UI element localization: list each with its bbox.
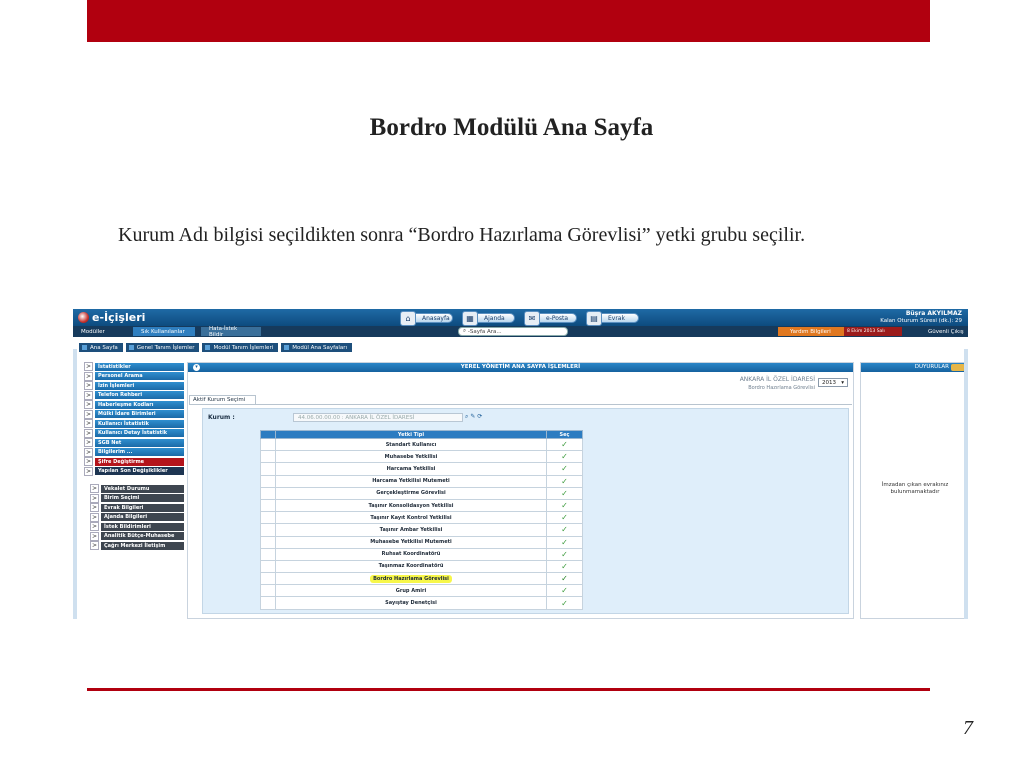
left-menu-label: Analitik Bütçe-Muhasebe: [101, 532, 184, 540]
slide-title: Bordro Modülü Ana Sayfa: [369, 114, 654, 141]
left-menu-item[interactable]: [84, 438, 184, 447]
select-check-icon[interactable]: ✓: [547, 451, 583, 463]
row-blank-cell: [261, 439, 276, 451]
row-blank-cell: [261, 499, 276, 511]
tab-ajanda[interactable]: [465, 313, 515, 323]
announcements-panel: [860, 362, 968, 619]
select-check-icon[interactable]: ✓: [547, 439, 583, 451]
main-panel-title: YEREL YÖNETİM ANA SAYFA İŞLEMLERİ: [460, 364, 581, 370]
left-menu-label: İzin İşlemleri: [95, 382, 184, 390]
left-menu-item[interactable]: [90, 532, 184, 541]
org-info: [740, 376, 815, 392]
top-accent-bar: [87, 0, 930, 42]
table-header-yetki: Yetki Tipi: [276, 431, 547, 439]
row-yetki-cell: [276, 463, 547, 475]
left-menu-item[interactable]: [90, 494, 184, 503]
chevron-right-icon: >: [91, 532, 98, 540]
announcements-header: [861, 363, 967, 372]
row-blank-cell: [261, 585, 276, 597]
row-yetki-label: Grup Amiri: [395, 587, 427, 594]
select-check-icon[interactable]: ✓: [547, 463, 583, 475]
tab-eposta[interactable]: [527, 313, 577, 323]
left-menu-label: Şifre Değiştirme: [95, 458, 184, 466]
row-blank-cell: [261, 487, 276, 499]
row-yetki-cell: [276, 536, 547, 548]
row-blank-cell: [261, 451, 276, 463]
chevron-right-icon: >: [91, 542, 98, 549]
chevron-right-icon: >: [85, 439, 92, 446]
left-menu-item[interactable]: [90, 522, 184, 531]
page-number: 7: [963, 717, 973, 739]
row-yetki-cell: [276, 475, 547, 487]
search-icon: ⌕: [463, 328, 468, 334]
table-row[interactable]: [261, 439, 583, 451]
tab-divider: [189, 404, 852, 405]
chevron-right-icon: >: [91, 523, 98, 530]
app-header: [73, 309, 968, 326]
left-menu-item[interactable]: [84, 419, 184, 428]
select-check-icon[interactable]: ✓: [547, 499, 583, 511]
search-placeholder: -Sayfa Ara...: [467, 328, 502, 335]
left-menu-label: Telefon Rehberi: [95, 391, 184, 399]
row-yetki-cell: [276, 512, 547, 524]
logo-icon: [78, 312, 89, 323]
org-name: ANKARA İL ÖZEL İDARESİ: [739, 376, 815, 383]
date-label: 8 Ekim 2013 Salı: [844, 327, 902, 336]
chevron-right-icon: >: [85, 391, 92, 399]
table-row[interactable]: [261, 548, 583, 560]
left-menu-item[interactable]: [84, 400, 184, 409]
app-logo[interactable]: [78, 311, 145, 324]
left-menu-label: Haberleşme Kodları: [95, 401, 184, 409]
row-yetki-cell: [276, 597, 547, 609]
row-yetki-cell: [276, 548, 547, 560]
table-row[interactable]: [261, 475, 583, 487]
row-yetki-label: Muhasebe Yetkilisi Mutemeti: [370, 539, 452, 546]
left-menu-item[interactable]: [84, 362, 184, 371]
row-blank-cell: [261, 573, 276, 585]
table-row[interactable]: [261, 524, 583, 536]
left-menu: [84, 362, 184, 551]
table-row[interactable]: [261, 536, 583, 548]
kurum-field[interactable]: 44.06.00.00.00 : ANKARA İL ÖZEL İDARESİ: [293, 413, 463, 422]
table-row[interactable]: [261, 451, 583, 463]
year-value: 2013: [822, 379, 836, 386]
slide-description: Kurum Adı bilgisi seçildikten sonra “Bordro Hazırlama Görevlisi” yetki grubu seçilir.: [118, 224, 806, 246]
left-menu-item[interactable]: [90, 513, 184, 522]
left-menu-item[interactable]: [84, 381, 184, 390]
tab-evrak[interactable]: [589, 313, 639, 323]
page-search-input[interactable]: [458, 327, 568, 336]
row-yetki-label: Harcama Yetkilisi: [386, 465, 436, 472]
nav-modul-tanim[interactable]: Modül Tanım İşlemleri: [202, 343, 278, 352]
select-check-icon[interactable]: ✓: [547, 548, 583, 560]
chevron-right-icon: >: [91, 485, 98, 492]
report-error-button[interactable]: Hata-İstek Bildir: [201, 327, 261, 336]
user-name[interactable]: Büşra AKYILMAZ: [905, 310, 962, 317]
left-menu-item[interactable]: [84, 372, 184, 381]
kurum-panel: [202, 408, 849, 614]
collapse-icon[interactable]: ▾: [193, 364, 200, 371]
row-yetki-label: Ruhsat Koordinatörü: [381, 551, 441, 558]
nav-modul-ana-sayfalari[interactable]: Modül Ana Sayfaları: [281, 343, 352, 352]
document-icon: ▤: [586, 311, 602, 326]
row-yetki-cell: [276, 585, 547, 597]
org-role: Bordro Hazırlama Görevlisi: [748, 385, 815, 391]
left-menu-label: Ajanda Bilgileri: [101, 513, 184, 521]
row-yetki-cell: [276, 439, 547, 451]
row-yetki-cell: [276, 573, 547, 585]
left-menu-item[interactable]: [84, 429, 184, 438]
left-menu-label: Bilgilerim ...: [95, 448, 184, 456]
refresh-icon[interactable]: ⟳: [477, 413, 483, 420]
table-row[interactable]: [261, 560, 583, 572]
row-yetki-label: Taşınır Konsolidasyon Yetkilisi: [368, 502, 454, 509]
main-panel: [187, 362, 854, 619]
left-menu-label: İstatistikler: [95, 363, 184, 371]
breadcrumb-nav: [79, 343, 352, 352]
row-yetki-label: Taşınır Ambar Yetkilisi: [379, 526, 443, 533]
left-menu-label: Birim Seçimi: [101, 494, 184, 502]
table-row[interactable]: [261, 597, 583, 609]
left-menu-label: İstek Bildirimleri: [101, 523, 184, 531]
row-yetki-cell: [276, 560, 547, 572]
tab-anasayfa[interactable]: [403, 313, 453, 323]
left-menu-label: SGB Net: [95, 439, 184, 447]
row-blank-cell: [261, 560, 276, 572]
left-menu-item[interactable]: [84, 467, 184, 476]
row-yetki-cell: [276, 487, 547, 499]
right-scrollbar[interactable]: [964, 349, 968, 619]
modules-button[interactable]: Modüller: [73, 327, 113, 336]
favorites-button[interactable]: Sık Kullanılanlar: [133, 327, 195, 336]
left-menu-label: Yapılan Son Değişiklikler: [95, 467, 184, 475]
announcement-icon[interactable]: [951, 364, 965, 371]
left-menu-item[interactable]: [90, 503, 184, 512]
row-blank-cell: [261, 512, 276, 524]
chevron-right-icon: >: [85, 429, 92, 437]
announcements-note: İmzadan çıkan evrakınız bulunmamaktadır: [881, 482, 949, 495]
home-icon: ⌂: [400, 311, 416, 326]
select-check-icon[interactable]: ✓: [547, 524, 583, 536]
select-check-icon[interactable]: ✓: [547, 475, 583, 487]
tab-aktif-kurum[interactable]: Aktif Kurum Seçimi: [189, 395, 256, 404]
table-header-blank: [261, 431, 276, 439]
left-menu-item[interactable]: [90, 541, 184, 550]
left-menu-label: Çağrı Merkezi İletişim: [101, 542, 184, 550]
select-check-icon[interactable]: ✓: [547, 536, 583, 548]
chevron-right-icon: >: [85, 420, 92, 427]
logo-text: e-İçişleri: [92, 311, 146, 324]
nav-genel-tanim[interactable]: Genel Tanım İşlemler: [126, 343, 200, 352]
help-button[interactable]: Yardım Bilgileri: [778, 327, 844, 336]
left-scrollbar[interactable]: [73, 349, 77, 619]
search-icon[interactable]: ⌕: [465, 413, 469, 420]
left-menu-label: Mülki İdare Birimleri: [95, 410, 184, 418]
row-yetki-label: Taşınmaz Koordinatörü: [378, 563, 444, 570]
tab-ajanda-label: Ajanda: [484, 314, 505, 322]
table-row[interactable]: [261, 512, 583, 524]
tab-anasayfa-label: Anasayfa: [422, 314, 450, 322]
select-check-icon[interactable]: ✓: [547, 487, 583, 499]
row-yetki-cell: [276, 451, 547, 463]
select-check-icon[interactable]: ✓: [547, 597, 583, 609]
left-menu-spacer: [84, 476, 184, 484]
left-menu-label: Personel Arama: [95, 372, 184, 380]
logout-button[interactable]: Güvenli Çıkış: [902, 327, 968, 336]
left-menu-label: Vekalet Durumu: [101, 485, 184, 493]
table-header-sec: Seç: [547, 431, 583, 439]
chevron-right-icon: >: [85, 382, 92, 389]
row-blank-cell: [261, 463, 276, 475]
row-yetki-label: Harcama Yetkilisi Mutemeti: [372, 478, 450, 485]
tab-eposta-label: e-Posta: [546, 314, 569, 322]
chevron-right-icon: >: [85, 448, 92, 456]
kurum-actions: [465, 413, 482, 421]
announcements-title: DUYURULAR: [914, 364, 949, 370]
left-menu-label: Kullanıcı Detay İstatistik: [95, 429, 184, 437]
table-row[interactable]: [261, 499, 583, 511]
chevron-right-icon: >: [85, 458, 92, 465]
yetki-table: [260, 430, 583, 610]
tab-evrak-label: Evrak: [608, 314, 625, 322]
app-screenshot: [73, 309, 968, 620]
select-check-icon[interactable]: ✓: [547, 512, 583, 524]
row-blank-cell: [261, 475, 276, 487]
row-yetki-label: Taşınır Kayıt Kontrol Yetkilisi: [370, 514, 452, 521]
bottom-accent-bar: [87, 688, 930, 691]
left-menu-item[interactable]: [84, 391, 184, 400]
left-menu-label: Kullanıcı İstatistik: [95, 420, 184, 428]
row-blank-cell: [261, 548, 276, 560]
clear-icon[interactable]: ✎: [470, 413, 476, 420]
table-row[interactable]: [261, 573, 583, 585]
chevron-right-icon: >: [85, 401, 92, 408]
left-menu-item[interactable]: [90, 484, 184, 493]
row-yetki-label: Sayıştay Denetçisi: [385, 600, 437, 607]
select-check-icon[interactable]: ✓: [547, 585, 583, 597]
table-row[interactable]: [261, 487, 583, 499]
chevron-right-icon: >: [85, 467, 92, 475]
row-yetki-cell: [276, 499, 547, 511]
year-select[interactable]: [818, 378, 848, 387]
row-blank-cell: [261, 597, 276, 609]
calendar-icon: ▦: [462, 311, 478, 326]
user-info: [880, 310, 962, 325]
row-yetki-label: Gerçekleştirme Görevlisi: [376, 490, 446, 497]
chevron-right-icon: >: [85, 410, 92, 418]
table-row[interactable]: [261, 463, 583, 475]
left-menu-label: Evrak Bilgileri: [101, 504, 184, 512]
row-yetki-label: Bordro Hazırlama Görevlisi: [370, 575, 452, 583]
row-yetki-label: Standart Kullanıcı: [385, 441, 437, 448]
chevron-right-icon: >: [91, 504, 98, 511]
chevron-right-icon: >: [85, 372, 92, 380]
row-blank-cell: [261, 524, 276, 536]
chevron-right-icon: >: [91, 494, 98, 502]
select-check-icon[interactable]: ✓: [547, 560, 583, 572]
chevron-right-icon: >: [85, 363, 92, 370]
left-menu-item[interactable]: [84, 457, 184, 466]
main-panel-header: [188, 363, 853, 372]
row-yetki-cell: [276, 524, 547, 536]
nav-ana-sayfa[interactable]: Ana Sayfa: [79, 343, 123, 352]
row-blank-cell: [261, 536, 276, 548]
table-row[interactable]: [261, 585, 583, 597]
chevron-right-icon: >: [91, 513, 98, 521]
kurum-label: Kurum :: [208, 414, 235, 421]
mail-icon: ✉: [524, 311, 540, 326]
chevron-down-icon: ▾: [841, 379, 844, 386]
select-check-icon[interactable]: ✓: [547, 573, 583, 585]
row-yetki-label: Muhasebe Yetkilisi: [384, 453, 438, 460]
session-time: Kalan Oturum Süresi (dk.): 29: [880, 318, 962, 324]
left-menu-item[interactable]: [84, 410, 184, 419]
left-menu-item[interactable]: [84, 448, 184, 457]
